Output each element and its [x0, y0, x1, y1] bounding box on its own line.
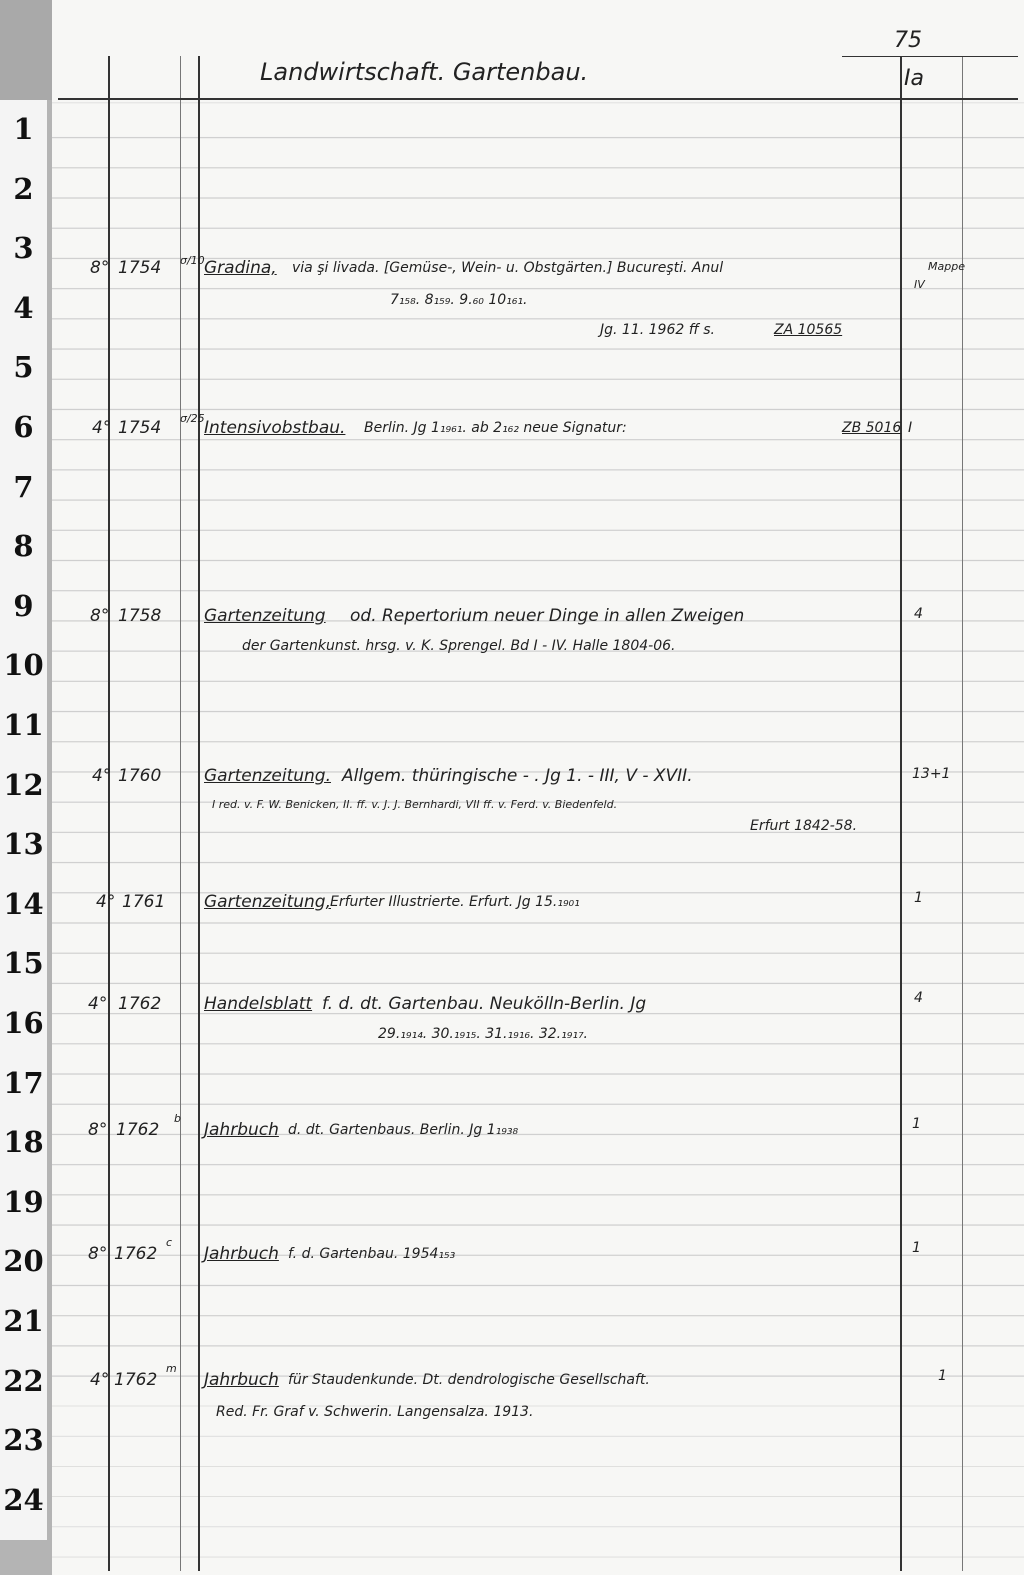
entry-detail: I red. v. F. W. Benicken, II. ff. v. J. J. Bernhardi, VII ff. v. Ferd. v. Biedenfeld. [212, 798, 618, 811]
entry-text: via şi livada. [Gemüse-, Wein- u. Obstgärten.] Bucureşti. Anul [292, 260, 724, 276]
page-number: 75 [894, 28, 922, 53]
entry-count: 1 [912, 1240, 921, 1256]
entry-format: 8° [90, 258, 110, 278]
row-number: 13 [3, 827, 44, 862]
row-number: 5 [13, 350, 34, 385]
row-number: 15 [3, 946, 44, 981]
entry-title: Jahrbuch [204, 1370, 279, 1390]
entry-title: Gartenzeitung [204, 606, 326, 626]
entry-format: 4° [88, 994, 108, 1014]
entry-title: Gartenzeitung, [204, 892, 331, 912]
row-number: 19 [3, 1184, 44, 1219]
row-number: 1 [13, 112, 34, 146]
row-number: 17 [3, 1065, 44, 1100]
row-number: 8 [13, 529, 34, 564]
page-title: Landwirtschaft. Gartenbau. [260, 58, 589, 86]
entry-detail: der Gartenkunst. hrsg. v. K. Sprengel. Bd I - IV. Halle 1804-06. [242, 638, 676, 654]
row-number: 4 [13, 290, 34, 325]
entry-count: 13+1 [912, 766, 951, 782]
entry-text: Erfurter Illustrierte. Erfurt. Jg 15.₁₉₀₁ [330, 894, 580, 910]
entry-signature-suffix: σ/25 [180, 412, 205, 425]
entry-signature-suffix: m [166, 1362, 177, 1375]
row-number: 7 [13, 469, 34, 504]
entry-signature: 1762 [116, 1120, 160, 1140]
row-number: 10 [3, 648, 44, 683]
row-number: 24 [3, 1482, 44, 1517]
entry-title: Jahrbuch [204, 1120, 279, 1140]
entry-title: Intensivobstbau. [204, 418, 346, 438]
entry-title: Jahrbuch [204, 1244, 279, 1264]
entry-place-date: Erfurt 1842-58. [750, 818, 858, 834]
entry-signature: 1761 [122, 892, 166, 912]
entry-count: 4 [914, 606, 923, 622]
row-number: 6 [13, 410, 34, 444]
entry-text: für Staudenkunde. Dt. dendrologische Gesellschaft. [288, 1372, 650, 1388]
column-rule-count [900, 56, 902, 1571]
entry-signature: 1762 [114, 1244, 158, 1264]
entry-signature-suffix: σ/10 [180, 254, 205, 267]
row-number: 2 [13, 171, 34, 206]
entry-count: 1 [938, 1368, 947, 1384]
entry-text: od. Repertorium neuer Dinge in allen Zweigen [350, 606, 745, 626]
column-rule-format [108, 56, 110, 1571]
entry-format: 8° [90, 606, 110, 626]
entry-signature: 1754 [118, 258, 162, 278]
entry-holdings: 29.₁₉₁₄. 30.₁₉₁₅. 31.₁₉₁₆. 32.₁₉₁₇. [378, 1026, 589, 1042]
row-number: 12 [3, 767, 44, 802]
entry-holdings-note: Jg. 11. 1962 ff s. [600, 322, 716, 338]
entry-signature: 1754 [118, 418, 162, 438]
entry-title: Gradina, [204, 258, 277, 278]
entry-count: 1 [914, 890, 923, 906]
entry-title: Gartenzeitung. [204, 766, 331, 786]
row-number: 18 [3, 1125, 44, 1160]
entry-text: d. dt. Gartenbaus. Berlin. Jg 1₁₉₃₈ [288, 1122, 519, 1138]
entry-format: 4° [92, 418, 112, 438]
row-number: 16 [3, 1006, 44, 1040]
entry-text: f. d. dt. Gartenbau. Neukölln-Berlin. Jg [322, 994, 647, 1014]
row-number: 11 [3, 708, 44, 742]
row-number: 20 [3, 1244, 44, 1279]
entry-count: 1 [912, 1116, 921, 1132]
entry-count: 4 [914, 990, 923, 1006]
entry-count-2: IV [914, 278, 925, 291]
entry-title: Handelsblatt [204, 994, 313, 1014]
strip-top [0, 0, 52, 100]
entry-text: Berlin. Jg 1₁₉₆₁. ab 2₁₆₂ neue Signatur: [364, 420, 627, 436]
column-rule-signature [198, 56, 200, 1571]
entry-format: 4° [96, 892, 116, 912]
row-number: 23 [3, 1423, 44, 1458]
entry-signature: 1760 [118, 766, 162, 786]
row-number: 22 [3, 1363, 44, 1398]
entry-signature: 1762 [118, 994, 162, 1014]
entry-reference: ZB 5016 [842, 420, 902, 436]
row-number: 21 [3, 1304, 44, 1338]
ledger-page [52, 0, 1024, 1575]
entry-signature-suffix: c [166, 1236, 173, 1249]
entry-signature: 1762 [114, 1370, 158, 1390]
entry-format: 8° [88, 1120, 108, 1140]
header-rule [58, 98, 1018, 100]
entry-text: f. d. Gartenbau. 1954₁₅₃ [288, 1246, 456, 1262]
page-number-rule [842, 56, 1018, 57]
section-label: Ia [904, 66, 924, 91]
entry-text: Allgem. thüringische - . Jg 1. - III, V - XVII. [342, 766, 693, 786]
entry-detail: Red. Fr. Graf v. Schwerin. Langensalza. 1913. [216, 1404, 534, 1420]
column-rule-suffix [180, 56, 181, 1571]
entry-holdings: 7₁₅₈. 8₁₅₉. 9.₆₀ 10₁₆₁. [390, 292, 528, 308]
column-rule-right [962, 56, 963, 1571]
row-number: 3 [13, 231, 34, 266]
entry-count: I [908, 420, 913, 436]
entry-format: 4° [90, 1370, 110, 1390]
row-number: 14 [3, 886, 44, 921]
entry-signature-suffix: b [174, 1112, 181, 1125]
entry-signature: 1758 [118, 606, 162, 626]
row-number: 9 [13, 588, 34, 623]
entry-count: Mappe [928, 260, 965, 273]
entry-format: 8° [88, 1244, 108, 1264]
entry-format: 4° [92, 766, 112, 786]
entry-reference: ZA 10565 [774, 322, 843, 338]
